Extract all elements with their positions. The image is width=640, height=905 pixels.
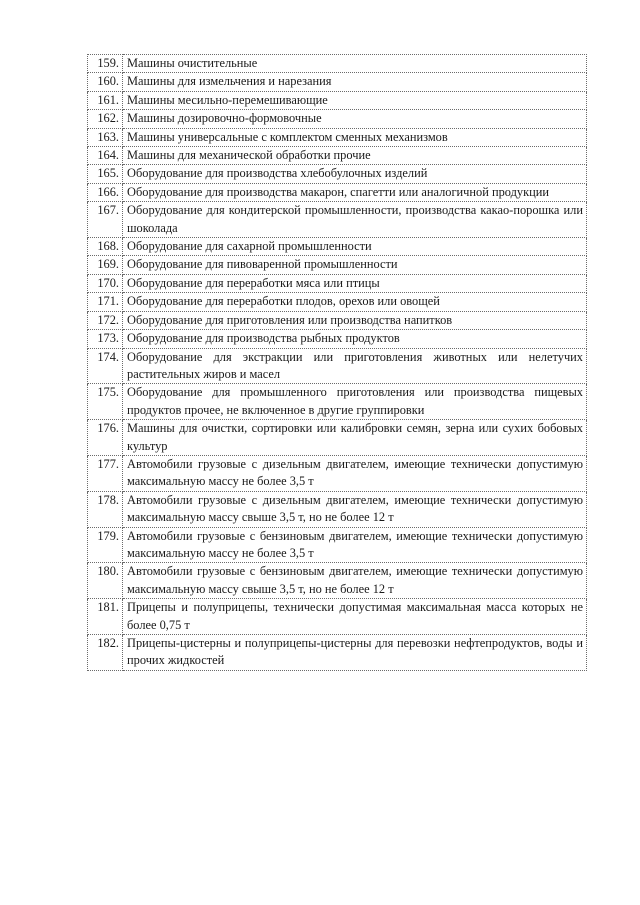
row-number: 163. [88, 128, 123, 146]
row-number: 176. [88, 420, 123, 456]
row-number: 162. [88, 110, 123, 128]
table-row [88, 128, 587, 146]
row-number: 165. [88, 165, 123, 183]
row-text: Машины для очистки, сортировки или калибровки семян, зерна или сухих бобовых культур [123, 420, 587, 456]
table-row [88, 455, 587, 491]
table-row [88, 293, 587, 311]
row-number: 180. [88, 563, 123, 599]
row-text: Автомобили грузовые с дизельным двигателем, имеющие технически допустимую максимальную массу свыше 3,5 т, но не более 12 т [123, 491, 587, 527]
equipment-list-table [87, 54, 587, 671]
row-text: Автомобили грузовые с дизельным двигателем, имеющие технически допустимую максимальную массу не более 3,5 т [123, 455, 587, 491]
table-row [88, 73, 587, 91]
table-row [88, 330, 587, 348]
row-number: 169. [88, 256, 123, 274]
row-number: 174. [88, 348, 123, 384]
row-text: Автомобили грузовые с бензиновым двигателем, имеющие технически допустимую максимальную массу свыше 3,5 т, но не более 12 т [123, 563, 587, 599]
table-row [88, 348, 587, 384]
row-text: Оборудование для производства хлебобулочных изделий [123, 165, 587, 183]
row-number: 161. [88, 91, 123, 109]
row-number: 168. [88, 238, 123, 256]
table-row [88, 183, 587, 201]
row-text: Машины месильно-перемешивающие [123, 91, 587, 109]
table-row [88, 527, 587, 563]
row-text: Оборудование для пивоваренной промышленности [123, 256, 587, 274]
table-row [88, 91, 587, 109]
row-number: 170. [88, 274, 123, 292]
row-number: 167. [88, 202, 123, 238]
table-row [88, 635, 587, 671]
row-text: Оборудование для промышленного приготовления или производства пищевых продуктов прочее, не включенное в другие группировки [123, 384, 587, 420]
row-number: 177. [88, 455, 123, 491]
row-text: Оборудование для экстракции или приготовления животных или нелетучих растительных жиров и масел [123, 348, 587, 384]
table-row [88, 491, 587, 527]
table-row [88, 599, 587, 635]
row-text: Оборудование для производства рыбных продуктов [123, 330, 587, 348]
row-number: 178. [88, 491, 123, 527]
table-row [88, 256, 587, 274]
row-number: 182. [88, 635, 123, 671]
table-row [88, 384, 587, 420]
table-row [88, 563, 587, 599]
row-number: 171. [88, 293, 123, 311]
row-number: 179. [88, 527, 123, 563]
row-text: Машины для механической обработки прочие [123, 147, 587, 165]
row-text: Машины очистительные [123, 55, 587, 73]
row-text: Оборудование для переработки мяса или птицы [123, 274, 587, 292]
table-row [88, 274, 587, 292]
row-number: 164. [88, 147, 123, 165]
row-text: Машины универсальные с комплектом сменных механизмов [123, 128, 587, 146]
row-text: Оборудование для сахарной промышленности [123, 238, 587, 256]
row-number: 166. [88, 183, 123, 201]
row-text: Машины дозировочно-формовочные [123, 110, 587, 128]
table-row [88, 147, 587, 165]
table-row [88, 420, 587, 456]
table-row [88, 165, 587, 183]
table-row [88, 110, 587, 128]
row-number: 160. [88, 73, 123, 91]
row-text: Оборудование для производства макарон, спагетти или аналогичной продукции [123, 183, 587, 201]
table-row [88, 202, 587, 238]
row-number: 173. [88, 330, 123, 348]
row-number: 159. [88, 55, 123, 73]
row-text: Оборудование для приготовления или производства напитков [123, 311, 587, 329]
table-row [88, 311, 587, 329]
table-row [88, 238, 587, 256]
row-text: Машины для измельчения и нарезания [123, 73, 587, 91]
row-number: 172. [88, 311, 123, 329]
row-text: Прицепы и полуприцепы, технически допустимая максимальная масса которых не более 0,75 т [123, 599, 587, 635]
row-number: 181. [88, 599, 123, 635]
row-number: 175. [88, 384, 123, 420]
row-text: Прицепы-цистерны и полуприцепы-цистерны для перевозки нефтепродуктов, воды и прочих жидкостей [123, 635, 587, 671]
row-text: Оборудование для кондитерской промышленности, производства какао-порошка или шоколада [123, 202, 587, 238]
row-text: Автомобили грузовые с бензиновым двигателем, имеющие технически допустимую максимальную массу не более 3,5 т [123, 527, 587, 563]
row-text: Оборудование для переработки плодов, орехов или овощей [123, 293, 587, 311]
table-row [88, 55, 587, 73]
